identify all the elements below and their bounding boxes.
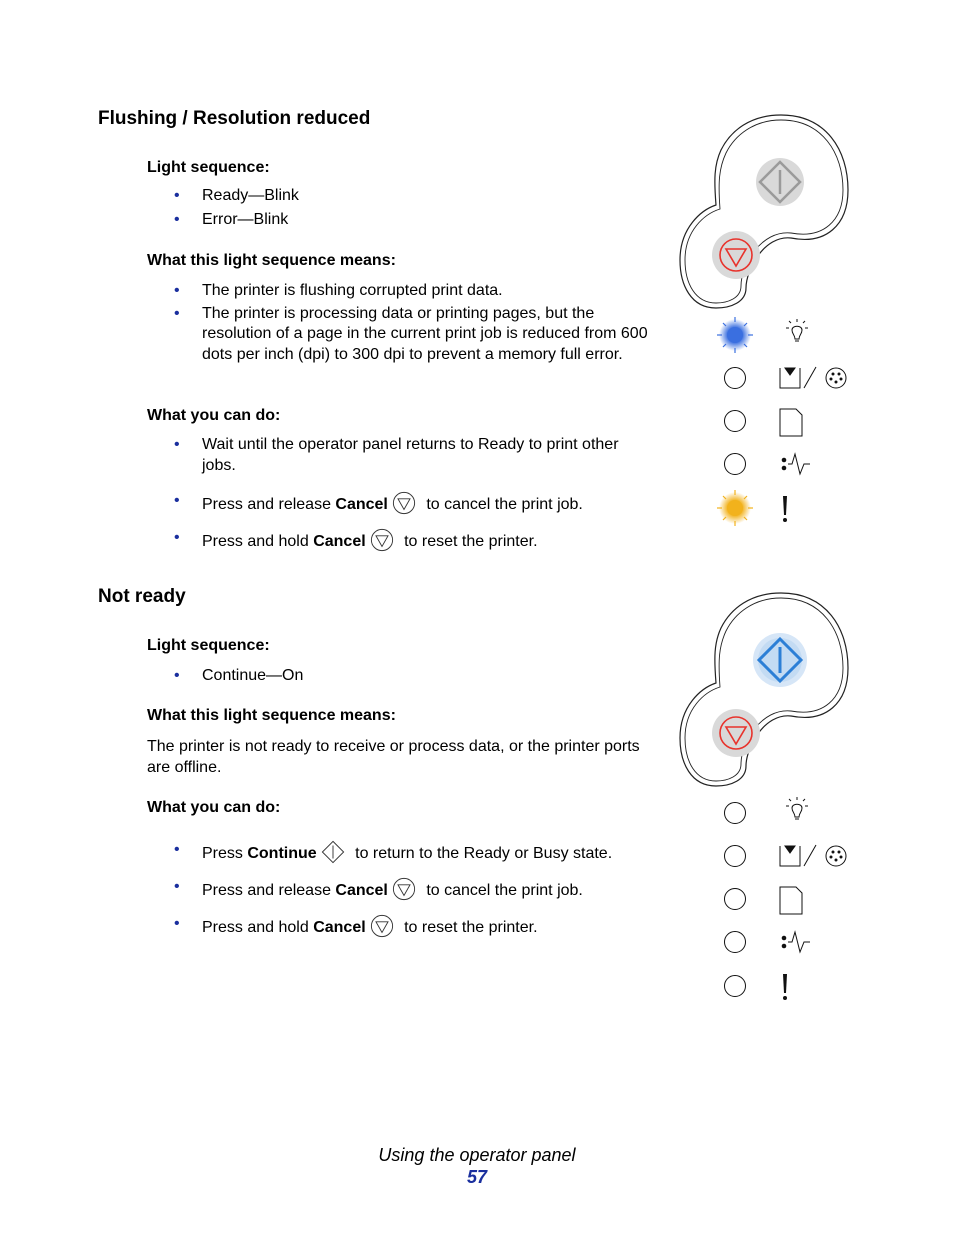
list-item — [174, 528, 654, 553]
toner-light — [725, 846, 746, 867]
list-item — [174, 877, 654, 902]
operator-panel-buttons — [676, 588, 856, 788]
list-item: • The printer is flushing corrupted print data. — [174, 281, 654, 302]
item-text: Press — [202, 845, 248, 862]
can-do-list — [174, 528, 654, 553]
footer-chapter: Using the operator panel — [378, 1145, 576, 1165]
continue-button[interactable] — [753, 633, 807, 687]
means-heading: What this light sequence means: — [147, 252, 396, 269]
ready-icon — [786, 797, 808, 819]
jam-light — [725, 454, 746, 475]
paper-light — [725, 411, 746, 432]
means-heading: What this light sequence means: — [147, 707, 396, 724]
can-do-list — [174, 435, 654, 476]
can-do-list — [174, 491, 654, 516]
section-title-not-ready: Not ready — [98, 586, 186, 607]
cancel-icon — [392, 491, 416, 515]
toner-drum-icon — [780, 367, 846, 388]
status-lights-panel — [712, 316, 852, 530]
toner-light — [725, 368, 746, 389]
item-text: Press and release — [202, 882, 336, 899]
cancel-button[interactable] — [712, 709, 760, 757]
panel-outline — [680, 115, 848, 308]
list-item — [174, 840, 654, 865]
list-item: • Ready—Blink — [174, 186, 654, 207]
item-text: Press and release — [202, 496, 336, 513]
cancel-icon — [370, 528, 394, 552]
paper-jam-icon — [782, 932, 810, 952]
cancel-label: Cancel — [313, 919, 366, 936]
section-title-flushing: Flushing / Resolution reduced — [98, 108, 371, 129]
error-light — [725, 976, 746, 997]
light-sequence-list — [174, 666, 654, 687]
can-do-list — [174, 840, 654, 865]
cancel-icon — [370, 914, 394, 938]
can-do-heading: What you can do: — [147, 407, 281, 424]
item-text: to reset the printer. — [399, 533, 538, 550]
error-light — [717, 490, 753, 526]
item-text: to reset the printer. — [399, 919, 538, 936]
error-icon — [783, 974, 787, 1000]
item-text: to cancel the print job. — [421, 882, 583, 899]
paper-jam-icon — [782, 454, 810, 474]
cancel-label: Cancel — [335, 496, 388, 513]
cancel-label: Cancel — [313, 533, 366, 550]
load-paper-icon — [780, 409, 802, 436]
paper-light — [725, 889, 746, 910]
item-text: Press and hold — [202, 533, 314, 550]
ready-light — [717, 317, 753, 353]
light-sequence-heading: Light sequence: — [147, 637, 270, 654]
means-list — [174, 281, 654, 365]
light-sequence-heading: Light sequence: — [147, 159, 270, 176]
light-sequence-list — [174, 186, 654, 230]
operator-panel-buttons — [676, 110, 856, 310]
page-number: 57 — [466, 1167, 488, 1187]
cancel-button[interactable] — [712, 231, 760, 279]
item-text: Press and hold — [202, 919, 314, 936]
cancel-icon — [392, 877, 416, 901]
load-paper-icon — [780, 887, 802, 914]
can-do-list — [174, 877, 654, 902]
ready-icon — [786, 319, 808, 341]
status-lights-panel — [712, 794, 852, 1008]
jam-light — [725, 932, 746, 953]
list-item — [174, 914, 654, 939]
list-item: • The printer is processing data or printing pages, but the resolution of a page in the current print job is reduced from 600 dots per inch (dpi) to 300 dpi to prevent a memory full error. — [174, 304, 654, 366]
cancel-label: Cancel — [335, 882, 388, 899]
list-item: • Error—Blink — [174, 210, 654, 231]
list-item — [174, 491, 654, 516]
list-item: • Wait until the operator panel returns to Ready to print other jobs. — [174, 435, 654, 476]
can-do-list — [174, 914, 654, 939]
panel-outline — [680, 593, 848, 786]
ready-light — [725, 803, 746, 824]
means-text: The printer is not ready to receive or process data, or the printer ports are offline. — [147, 738, 640, 776]
continue-icon — [321, 840, 345, 864]
continue-label: Continue — [247, 845, 317, 862]
error-icon — [783, 496, 787, 522]
item-text: to cancel the print job. — [421, 496, 583, 513]
toner-drum-icon — [780, 845, 846, 866]
continue-button[interactable] — [756, 158, 804, 206]
item-text: to return to the Ready or Busy state. — [350, 845, 613, 862]
list-item: • Continue—On — [174, 666, 654, 687]
can-do-heading: What you can do: — [147, 799, 281, 816]
